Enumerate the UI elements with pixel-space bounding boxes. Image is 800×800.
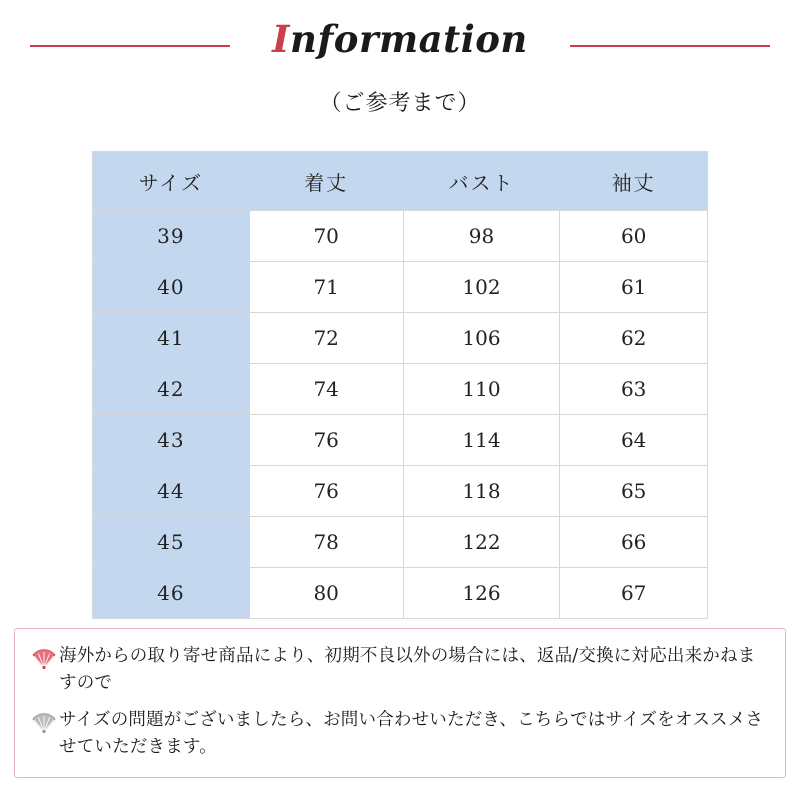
cell-length: 76 — [249, 415, 403, 466]
table-row — [93, 262, 708, 313]
cell-bust: 98 — [403, 211, 560, 262]
page-title — [258, 16, 542, 61]
column-header-bust: バスト — [403, 152, 560, 211]
cell-length: 71 — [249, 262, 403, 313]
note-text: サイズの問題がございましたら、お問い合わせいただき、こちらではサイズをオススメさせていただきます。 — [59, 709, 764, 757]
page-subtitle: （ご参考まで） — [319, 91, 481, 116]
header-rule-right — [570, 45, 770, 47]
page-header — [0, 0, 800, 72]
cell-length: 80 — [249, 568, 403, 619]
cell-size: 43 — [93, 415, 250, 466]
cell-bust: 114 — [403, 415, 560, 466]
cell-sleeve: 60 — [560, 211, 708, 262]
cell-size: 39 — [93, 211, 250, 262]
cell-sleeve: 61 — [560, 262, 708, 313]
page-title-rest: nformation — [289, 16, 528, 61]
cell-size: 42 — [93, 364, 250, 415]
size-table-head — [93, 152, 708, 211]
note-item — [31, 643, 769, 697]
cell-length: 76 — [249, 466, 403, 517]
cell-bust: 110 — [403, 364, 560, 415]
table-row — [93, 415, 708, 466]
table-header-row — [93, 152, 708, 211]
page-title-lead: I — [272, 16, 290, 61]
size-table-container — [92, 151, 708, 619]
header-rule-left — [30, 45, 230, 47]
table-row — [93, 211, 708, 262]
table-row — [93, 313, 708, 364]
fan-icon — [31, 647, 57, 669]
cell-sleeve: 63 — [560, 364, 708, 415]
size-table — [92, 151, 708, 619]
cell-sleeve: 67 — [560, 568, 708, 619]
notes-box — [14, 628, 786, 779]
table-row — [93, 568, 708, 619]
cell-bust: 106 — [403, 313, 560, 364]
cell-length: 72 — [249, 313, 403, 364]
cell-size: 45 — [93, 517, 250, 568]
cell-size: 41 — [93, 313, 250, 364]
cell-bust: 126 — [403, 568, 560, 619]
cell-length: 70 — [249, 211, 403, 262]
cell-size: 46 — [93, 568, 250, 619]
note-item — [31, 707, 769, 761]
cell-sleeve: 62 — [560, 313, 708, 364]
cell-sleeve: 66 — [560, 517, 708, 568]
table-row — [93, 466, 708, 517]
cell-sleeve: 64 — [560, 415, 708, 466]
column-header-length: 着丈 — [249, 152, 403, 211]
fan-icon — [31, 711, 57, 733]
cell-size: 40 — [93, 262, 250, 313]
cell-bust: 122 — [403, 517, 560, 568]
table-row — [93, 364, 708, 415]
cell-length: 74 — [249, 364, 403, 415]
cell-bust: 102 — [403, 262, 560, 313]
table-row — [93, 517, 708, 568]
cell-sleeve: 65 — [560, 466, 708, 517]
column-header-sleeve: 袖丈 — [560, 152, 708, 211]
cell-length: 78 — [249, 517, 403, 568]
cell-size: 44 — [93, 466, 250, 517]
column-header-size: サイズ — [93, 152, 250, 211]
note-text: 海外からの取り寄せ商品により、初期不良以外の場合には、返品/交換に対応出来かねますので — [59, 645, 756, 693]
cell-bust: 118 — [403, 466, 560, 517]
size-table-body — [93, 211, 708, 619]
